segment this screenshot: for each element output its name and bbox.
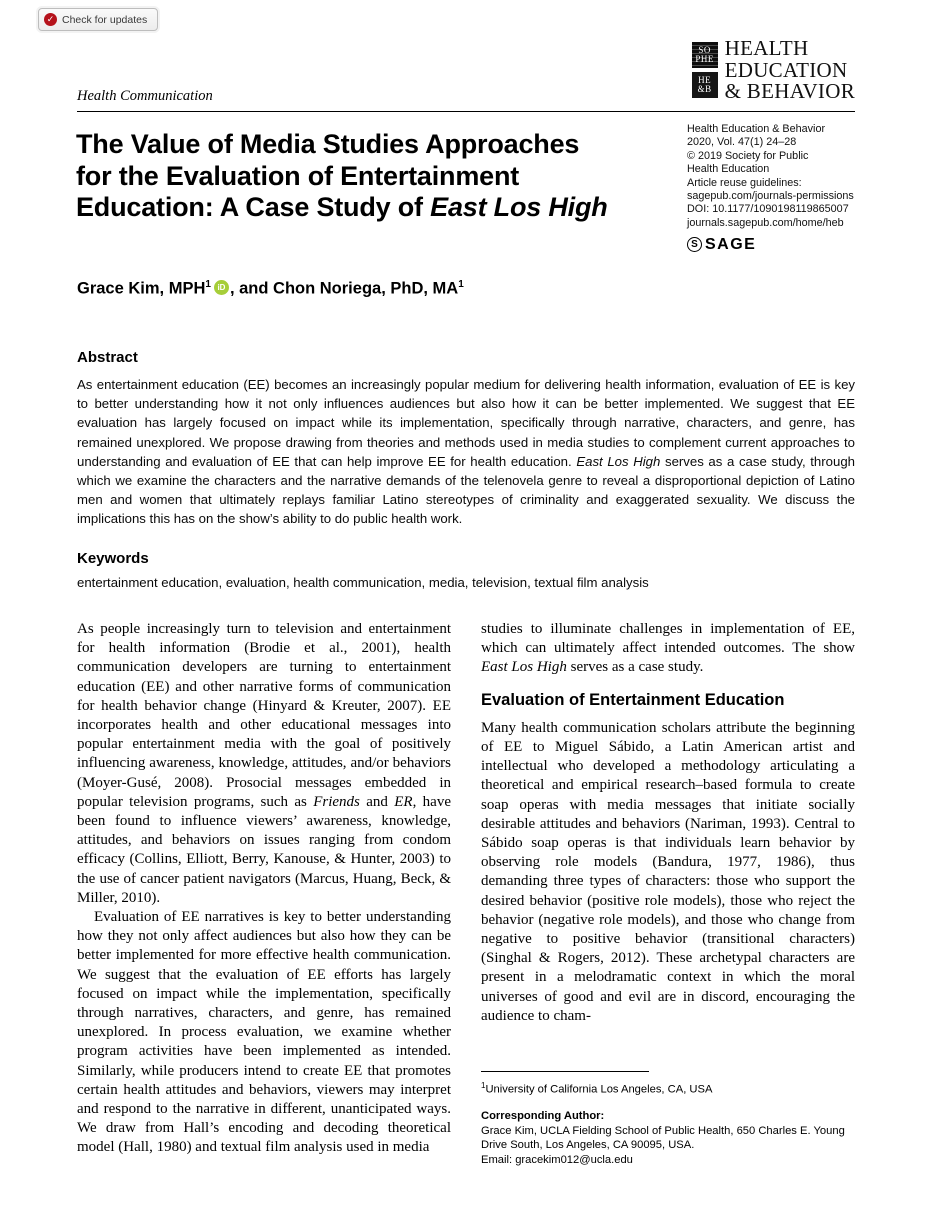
footnote-block bbox=[481, 1071, 855, 1168]
corresponding-author-email[interactable]: Email: gracekim012@ucla.edu bbox=[481, 1154, 633, 1167]
keywords-heading: Keywords bbox=[77, 550, 149, 567]
meta-journal-home-link[interactable]: journals.sagepub.com/home/heb bbox=[687, 216, 844, 229]
abstract-section bbox=[77, 349, 855, 529]
body-paragraph: Many health communication scholars attribute the beginning of EE to Miguel Sábido, a Latin American artist and intellectual who developed a methodology articulating a theoretical and empirical research–based formula to create soap operas with media messages that initiate socially desirable attitudes and behaviors (Nariman, 1993). Central to Sábido soap operas is that individuals learn behavior by observing role models (Bandura, 1977, 1986), thus demanding three types of characters: those who support the desired behavior (positive role models), those who reject the behavior (negative role models), and those who change from negative to positive behavior (transitional characters) (Singhal & Rogers, 2012). These archetypal characters are present in a melodramatic context in which the moral universes of good and evil are in discord, encouraging the audience to cham- bbox=[481, 719, 855, 1024]
meta-journal: Health Education & Behavior bbox=[687, 123, 826, 135]
author-1-affiliation-mark: 1 bbox=[205, 279, 211, 290]
heb-logo-icon: HE &B bbox=[692, 72, 718, 98]
meta-copyright-2: Health Education bbox=[687, 163, 770, 176]
keywords-section bbox=[77, 550, 855, 590]
journal-name-line: HEALTH bbox=[724, 36, 809, 60]
sage-circle-s-icon: S bbox=[687, 237, 702, 252]
title-line: for the Evaluation of Entertainment bbox=[76, 160, 520, 191]
corresponding-author-heading: Corresponding Author: bbox=[481, 1109, 605, 1122]
title-line: The Value of Media Studies Approaches bbox=[76, 129, 580, 159]
article-metadata bbox=[687, 123, 857, 252]
meta-copyright: © 2019 Society for Public bbox=[687, 149, 809, 162]
sophe-logo-icon: SO PHE bbox=[692, 42, 718, 68]
article-body bbox=[77, 620, 855, 1168]
body-column-left bbox=[77, 620, 451, 1168]
journal-name-logo bbox=[725, 38, 855, 103]
body-paragraph: Evaluation of EE narratives is key to better understanding how they not only affect audiences but also how they can be better implemented for more effective health communication. We suggest that the evaluation of EE efforts has largely focused on impact while the implementation, specifically through narratives, characters, and genre, has remained unexplored. In process evaluation, we examine whether program activities have been implemented as intended. Similarly, while producers intend to create EE that promotes certain health attitudes and behaviors, viewers may interpret and respond to the narrative in different, unanticipated ways. We draw from Hall’s encoding and decoding theoretical model (Hall, 1980) and textual film analysis used in media bbox=[77, 909, 451, 1156]
journal-name-line: & BEHAVIOR bbox=[724, 79, 855, 103]
body-paragraph: studies to illuminate challenges in implementation of EE, which can ultimately affect intended outcomes. The show East Los High serves as a case study. bbox=[481, 621, 855, 676]
journal-logo bbox=[692, 38, 855, 103]
abstract-heading: Abstract bbox=[77, 349, 138, 366]
author-1: Grace Kim, MPH bbox=[77, 279, 206, 298]
author-2: , and Chon Noriega, PhD, MA bbox=[229, 279, 459, 298]
journal-name-line: EDUCATION bbox=[724, 57, 848, 82]
title-italic-show-name: East Los High bbox=[430, 192, 608, 222]
journal-section-label: Health Communication bbox=[77, 88, 213, 104]
meta-volume-issue: 2020, Vol. 47(1) 24–28 bbox=[687, 136, 797, 149]
abstract-text: As entertainment education (EE) becomes an increasingly popular medium for delivering health information, evaluation of EE is key to better understanding how it not only influences audiences but also how it can be better implemented. We suggest that EE evaluation has largely focused on impact while its implementation, specifically through narrative, characters, and genre, has remained unexplored. We propose drawing from theories and methods used in media studies to complement current approaches to understanding and evaluation of EE that can help improve EE for health education. East Los High serves as a case study, through which we examine the characters and the narrative demands of the telenovela genre to reveal a disproportional depiction of Latino men and women that ultimately replays familiar Latino stereotypes of criminality and exaggerated sexuality. We discuss the implications this has on the show’s ability to do public health work. bbox=[77, 377, 855, 527]
affiliation-superscript: 1 bbox=[481, 1081, 486, 1091]
header-rule bbox=[77, 111, 855, 112]
corresponding-author-address: Grace Kim, UCLA Fielding School of Public Health, 650 Charles E. Young Drive South, Los Angeles, CA 90095, USA. bbox=[481, 1124, 845, 1152]
authors-line bbox=[77, 279, 464, 299]
keywords-text: entertainment education, evaluation, health communication, media, television, textual film analysis bbox=[77, 575, 649, 590]
check-for-updates-button[interactable] bbox=[38, 8, 158, 31]
body-paragraph: As people increasingly turn to television and entertainment for health information (Brodie et al., 2001), health communication developers are turning to entertainment education (EE) and other narrative forms of communication for health behavior change (Hinyard & Kreuter, 2007). EE incorporates health and other educational messages into popular entertainment media with the goal of positively influencing awareness, knowledge, attitudes, and/or behaviors (Moyer-Gusé, 2008). Prosocial messages embedded in popular television programs, such as Friends and ER, have been found to influence viewers’ awareness, knowledge, attitudes, and behaviors on issues ranging from condom efficacy (Collins, Elliott, Berry, Kanouse, & Hunter, 2003) to the use of cancer patient navigators (Marcus, Huang, Beck, & Miller, 2010). bbox=[77, 621, 451, 906]
check-for-updates-label: Check for updates bbox=[62, 13, 148, 26]
article-title bbox=[76, 129, 716, 224]
body-column-right bbox=[481, 620, 855, 1168]
crossmark-icon: ✓ bbox=[44, 13, 57, 26]
meta-permissions-link[interactable]: sagepub.com/journals-permissions bbox=[687, 190, 854, 203]
section-heading: Evaluation of Entertainment Education bbox=[481, 690, 785, 709]
meta-reuse-guidelines: Article reuse guidelines: bbox=[687, 176, 802, 189]
footnote-rule bbox=[481, 1071, 649, 1072]
orcid-icon[interactable]: iD bbox=[214, 280, 229, 295]
author-2-affiliation-mark: 1 bbox=[458, 279, 464, 290]
title-line: Education: A Case Study of East Los High bbox=[76, 192, 608, 222]
meta-doi: DOI: 10.1177/1090198119865007 bbox=[687, 203, 849, 216]
publisher-logo-blocks bbox=[692, 38, 718, 98]
affiliation-note: $^1$University of California Los Angeles, CA, USA bbox=[481, 1081, 713, 1097]
sage-logo bbox=[687, 237, 857, 252]
sage-wordmark: SAGE bbox=[705, 236, 757, 254]
